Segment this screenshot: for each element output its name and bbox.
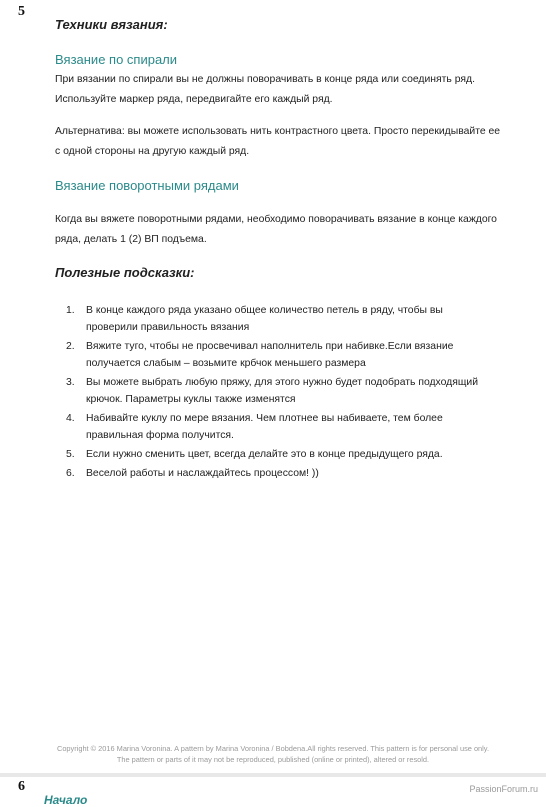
next-page-heading-partial: Начало xyxy=(44,793,88,807)
tips-title: Полезные подсказки: xyxy=(55,265,195,280)
list-item-number: 6. xyxy=(66,468,75,479)
page-divider xyxy=(0,773,546,777)
page-title: Техники вязания: xyxy=(55,17,168,32)
tips-list xyxy=(66,302,486,484)
paragraph-turning-rows: Когда вы вяжете поворотными рядами, необходимо поворачивать вязание в конце каждого ряда, делать 1 (2) ВП подъема. xyxy=(55,214,497,245)
list-item xyxy=(66,410,486,444)
paragraph-spiral: При вязании по спирали вы не должны поворачивать в конце ряда или соединять ряд. Используйте маркер ряда, передвигайте его каждый ряд. xyxy=(55,74,475,105)
list-item xyxy=(66,374,486,408)
list-item-number: 4. xyxy=(66,413,75,424)
paragraph-alternative: Альтернатива: вы можете использовать нить контрастного цвета. Просто перекидывайте ее с одной стороны на другую каждый ряд. xyxy=(55,126,501,157)
list-item-number: 3. xyxy=(66,377,75,388)
list-item-text: Если нужно сменить цвет, всегда делайте это в конце предыдущего ряда. xyxy=(86,449,443,460)
copyright-footer xyxy=(0,743,546,765)
copyright-line-2: The pattern or parts of it may not be reproduced, published (online or printed), altered or resold. xyxy=(116,755,430,764)
list-item-number: 5. xyxy=(66,449,75,460)
list-item xyxy=(66,465,486,482)
next-page-number: 6 xyxy=(18,779,25,794)
list-item-text: Веселой работы и наслаждайтесь процессом! )) xyxy=(86,468,319,479)
list-item-text: Вы можете выбрать любую пряжу, для этого нужно будет подобрать подходящий крючок. Параметры куклы также изменятся xyxy=(86,377,479,405)
list-item xyxy=(66,338,486,372)
list-item xyxy=(66,302,486,336)
list-item-text: Вяжите туго, чтобы не просвечивал наполнитель при набивке.Если вязание получается слабым – возьмите крбчок меньшего размера xyxy=(86,341,454,369)
list-item-text: Набивайте куклу по мере вязания. Чем плотнее вы набиваете, тем более правильная форма получится. xyxy=(86,413,443,441)
list-item-number: 2. xyxy=(66,341,75,352)
list-item xyxy=(66,446,486,463)
watermark: PassionForum.ru xyxy=(469,784,538,794)
list-item-text: В конце каждого ряда указано общее количество петель в ряду, чтобы вы проверили правильность вязания xyxy=(86,305,443,333)
list-item-number: 1. xyxy=(66,305,75,316)
section-title-turning-rows: Вязание поворотными рядами xyxy=(55,178,239,193)
page-number: 5 xyxy=(18,4,25,19)
copyright-line-1: Copyright © 2016 Marina Voronina. A pattern by Marina Voronina / Bobdena.All rights reserved. This pattern is for personal use only. xyxy=(56,744,490,753)
section-title-spiral: Вязание по спирали xyxy=(55,52,178,67)
